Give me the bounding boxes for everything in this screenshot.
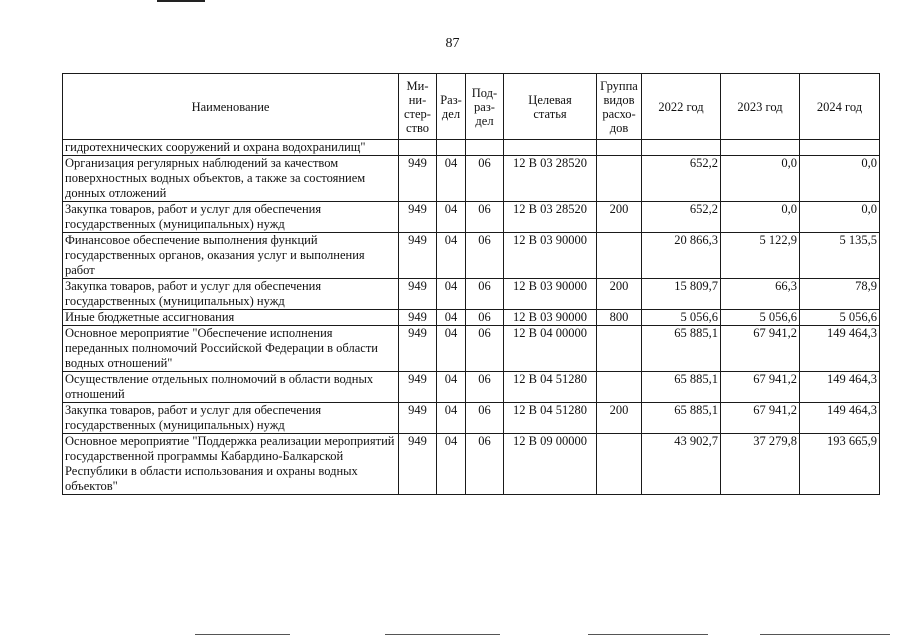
row-2024	[800, 140, 880, 156]
row-2024: 149 464,3	[800, 326, 880, 372]
row-ministry: 949	[399, 156, 437, 202]
header-name	[63, 74, 399, 140]
header-2024-text: 2024 год	[816, 99, 863, 114]
row-ministry: 949	[399, 372, 437, 403]
row-subsection: 06	[466, 403, 504, 434]
row-target: 12 В 03 28520	[504, 156, 597, 202]
header-2022	[642, 74, 721, 140]
row-2024: 5 135,5	[800, 233, 880, 279]
row-ministry: 949	[399, 233, 437, 279]
row-target: 12 В 03 90000	[504, 279, 597, 310]
row-group	[597, 140, 642, 156]
row-name: Основное мероприятие "Обеспечение исполнения переданных полномочий Российской Федерации в области водных отношений"	[63, 326, 399, 372]
row-section	[437, 140, 466, 156]
row-group	[597, 434, 642, 495]
row-2023	[721, 140, 800, 156]
row-ministry	[399, 140, 437, 156]
row-target: 12 В 04 51280	[504, 403, 597, 434]
row-group	[597, 233, 642, 279]
row-section: 04	[437, 279, 466, 310]
row-2023: 67 941,2	[721, 403, 800, 434]
header-target-text: Целевая статья	[528, 92, 572, 121]
table-row	[63, 202, 880, 233]
header-target	[504, 74, 597, 140]
row-2023: 5 056,6	[721, 310, 800, 326]
row-2024: 149 464,3	[800, 372, 880, 403]
header-group	[597, 74, 642, 140]
budget-table	[62, 73, 880, 495]
row-ministry: 949	[399, 202, 437, 233]
row-2023: 0,0	[721, 156, 800, 202]
table-row	[63, 403, 880, 434]
header-2022-text: 2022 год	[658, 99, 704, 114]
row-2022: 43 902,7	[642, 434, 721, 495]
row-2022: 652,2	[642, 156, 721, 202]
row-ministry: 949	[399, 279, 437, 310]
row-name: Основное мероприятие "Поддержка реализации мероприятий государственной программы Кабардино-Балкарской Республики в области использования и охраны водных объектов"	[63, 434, 399, 495]
row-target: 12 В 04 00000	[504, 326, 597, 372]
header-group-text: Группа видов расхо- дов	[600, 78, 638, 135]
header-section	[437, 74, 466, 140]
row-section: 04	[437, 310, 466, 326]
row-group	[597, 372, 642, 403]
bottom-rule	[760, 634, 890, 635]
row-target: 12 В 03 28520	[504, 202, 597, 233]
row-2024: 78,9	[800, 279, 880, 310]
header-subsection-text: Под- раз- дел	[471, 85, 498, 128]
table-row	[63, 372, 880, 403]
row-name: Финансовое обеспечение выполнения функций государственных органов, оказания услуг и выполнения работ	[63, 233, 399, 279]
row-target: 12 В 04 51280	[504, 372, 597, 403]
row-group	[597, 326, 642, 372]
row-ministry: 949	[399, 403, 437, 434]
row-subsection: 06	[466, 156, 504, 202]
row-section: 04	[437, 403, 466, 434]
table-row	[63, 233, 880, 279]
row-2023: 37 279,8	[721, 434, 800, 495]
top-rule	[157, 0, 205, 2]
row-subsection: 06	[466, 434, 504, 495]
row-group	[597, 156, 642, 202]
row-section: 04	[437, 156, 466, 202]
header-ministry	[399, 74, 437, 140]
bottom-rule	[588, 634, 708, 635]
row-2022: 65 885,1	[642, 403, 721, 434]
row-2022: 65 885,1	[642, 326, 721, 372]
header-name-text: Наименование	[191, 99, 270, 114]
row-2022: 15 809,7	[642, 279, 721, 310]
page-number: 87	[445, 36, 460, 51]
row-2024: 5 056,6	[800, 310, 880, 326]
row-target: 12 В 03 90000	[504, 310, 597, 326]
row-2023: 0,0	[721, 202, 800, 233]
table-row	[63, 156, 880, 202]
row-name: Закупка товаров, работ и услуг для обеспечения государственных (муниципальных) нужд	[63, 202, 399, 233]
row-ministry: 949	[399, 326, 437, 372]
row-group: 200	[597, 403, 642, 434]
row-section: 04	[437, 202, 466, 233]
row-2023: 66,3	[721, 279, 800, 310]
row-target	[504, 140, 597, 156]
row-2023: 67 941,2	[721, 326, 800, 372]
table-row	[63, 434, 880, 495]
row-group: 200	[597, 202, 642, 233]
row-2023: 67 941,2	[721, 372, 800, 403]
row-2022: 20 866,3	[642, 233, 721, 279]
row-name: Иные бюджетные ассигнования	[63, 310, 399, 326]
row-section: 04	[437, 372, 466, 403]
row-subsection: 06	[466, 233, 504, 279]
header-2024	[800, 74, 880, 140]
row-subsection	[466, 140, 504, 156]
row-group: 800	[597, 310, 642, 326]
header-row	[63, 74, 880, 140]
row-subsection: 06	[466, 372, 504, 403]
row-2024: 0,0	[800, 202, 880, 233]
row-section: 04	[437, 434, 466, 495]
row-target: 12 В 03 90000	[504, 233, 597, 279]
row-2022: 65 885,1	[642, 372, 721, 403]
row-ministry: 949	[399, 434, 437, 495]
row-group: 200	[597, 279, 642, 310]
row-2023: 5 122,9	[721, 233, 800, 279]
header-section-text: Раз- дел	[440, 92, 462, 121]
row-target: 12 В 09 00000	[504, 434, 597, 495]
header-2023-text: 2023 год	[737, 99, 783, 114]
bottom-rule	[385, 634, 500, 635]
row-2024: 193 665,9	[800, 434, 880, 495]
row-name: Закупка товаров, работ и услуг для обеспечения государственных (муниципальных) нужд	[63, 403, 399, 434]
row-name: Закупка товаров, работ и услуг для обеспечения государственных (муниципальных) нужд	[63, 279, 399, 310]
header-ministry-text: Ми- ни- стер- ство	[404, 78, 431, 135]
bottom-rule	[195, 634, 290, 635]
row-2022	[642, 140, 721, 156]
row-section: 04	[437, 326, 466, 372]
row-name: гидротехнических сооружений и охрана водохранилищ"	[63, 140, 399, 156]
row-subsection: 06	[466, 310, 504, 326]
table-row	[63, 326, 880, 372]
row-2024: 0,0	[800, 156, 880, 202]
table-row	[63, 140, 880, 156]
row-name: Организация регулярных наблюдений за качеством поверхностных водных объектов, а также за состоянием донных отложений	[63, 156, 399, 202]
row-2024: 149 464,3	[800, 403, 880, 434]
row-2022: 652,2	[642, 202, 721, 233]
table-row	[63, 310, 880, 326]
table-row	[63, 279, 880, 310]
row-2022: 5 056,6	[642, 310, 721, 326]
header-subsection	[466, 74, 504, 140]
row-name: Осуществление отдельных полномочий в области водных отношений	[63, 372, 399, 403]
row-section: 04	[437, 233, 466, 279]
row-subsection: 06	[466, 279, 504, 310]
header-2023	[721, 74, 800, 140]
row-subsection: 06	[466, 326, 504, 372]
row-ministry: 949	[399, 310, 437, 326]
row-subsection: 06	[466, 202, 504, 233]
